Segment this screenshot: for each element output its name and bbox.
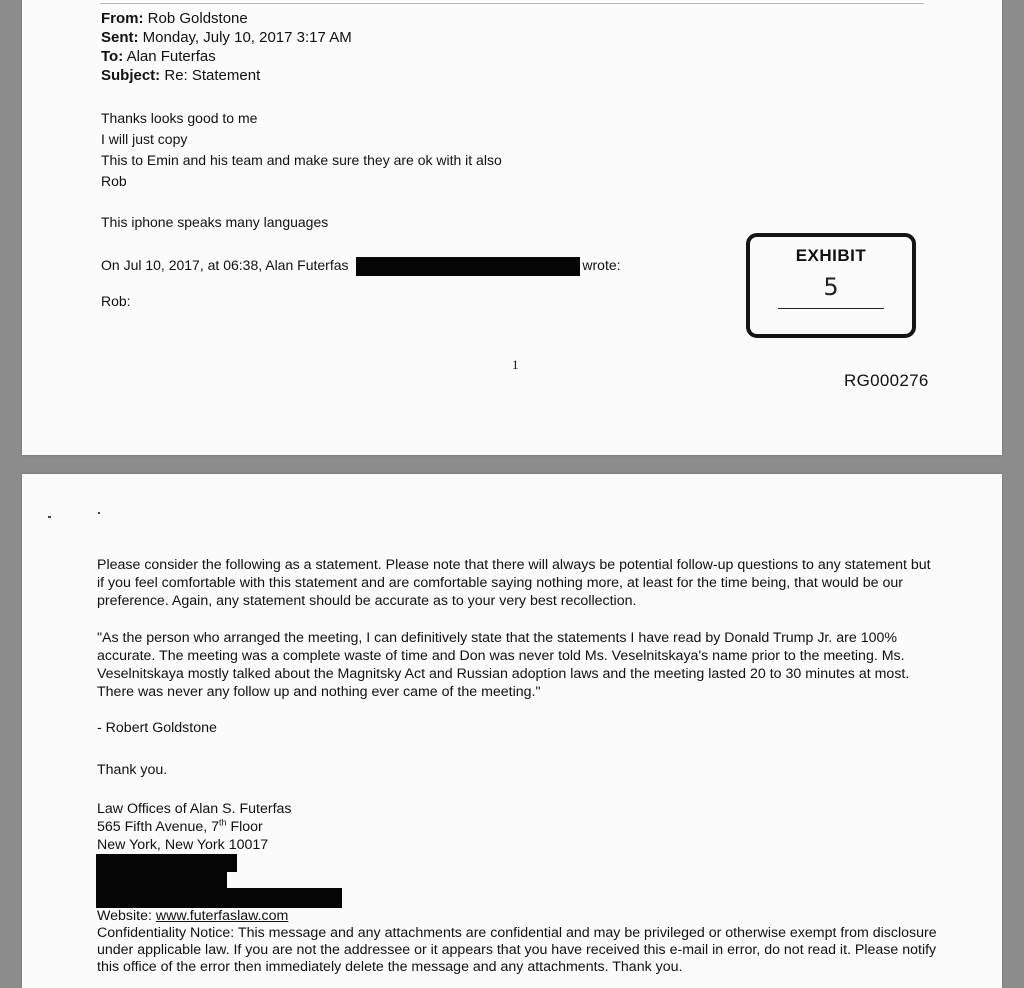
subject-row: [101, 66, 260, 85]
email-page-1: [22, 0, 1002, 455]
from-row: [101, 9, 248, 28]
street-text: 565 Fifth Avenue, 7: [97, 819, 219, 835]
email-body-line: Thanks looks good to me: [101, 110, 258, 126]
redaction-block: [356, 257, 580, 276]
attribution: - Robert Goldstone: [97, 720, 217, 736]
exhibit-label: EXHIBIT: [795, 246, 867, 265]
statement-intro: [97, 556, 937, 610]
firm-city: New York, New York 10017: [97, 837, 269, 853]
intro-paragraph: Please consider the following as a statement. Please note that there will always be potential follow-up questions to any statement but if you feel comfortable with this statement and are comfortable saying nothing more, at least for the time being, that would be our preference. Again, any statement should be accurate as to your very best recollection.: [97, 557, 931, 609]
quote-greeting: Rob:: [101, 293, 131, 309]
email-body-line: This to Emin and his team and make sure they are ok with it also: [101, 152, 502, 168]
email-body-line: Rob: [101, 173, 127, 189]
floor-text: Floor: [226, 819, 263, 835]
website-row: [97, 907, 288, 925]
from-value: Rob Goldstone: [147, 10, 248, 27]
subject-label: Subject:: [101, 67, 161, 84]
to-row: [101, 47, 216, 66]
from-label: From:: [101, 10, 144, 27]
redaction-block: [96, 888, 342, 908]
scan-speck: [98, 512, 100, 514]
iphone-signature: This iphone speaks many languages: [101, 214, 329, 230]
website-link[interactable]: www.futerfaslaw.com: [155, 908, 289, 924]
header-rule: [100, 3, 924, 4]
website-label: Website:: [97, 908, 156, 924]
exhibit-number: 5: [823, 273, 839, 301]
quote-header: [101, 255, 621, 276]
sent-value: Monday, July 10, 2017 3:17 AM: [142, 29, 352, 46]
email-body-line: I will just copy: [101, 131, 188, 147]
floor-ordinal: th: [219, 817, 227, 828]
quote-suffix: wrote:: [582, 257, 621, 273]
to-label: To:: [101, 48, 124, 65]
statement-quote: [97, 629, 943, 701]
exhibit-underline: [778, 308, 884, 309]
subject-value: Re: Statement: [164, 67, 261, 84]
exhibit-sticker: [746, 233, 916, 338]
bates-number: RG000276: [844, 371, 929, 390]
firm-name: Law Offices of Alan S. Futerfas: [97, 801, 292, 817]
page-number: 1: [512, 357, 519, 372]
closing: Thank you.: [97, 762, 168, 778]
to-value: Alan Futerfas: [126, 48, 216, 65]
firm-street: [97, 818, 263, 836]
redaction-block: [96, 870, 227, 888]
scan-speck: [48, 516, 51, 518]
confidentiality-notice: Confidentiality Notice: This message and any attachments are confidential and may be privileged or otherwise exempt from disclosure under applicable law. If you are not the addressee or it appears that you have received this e-mail in error, do not read it. Please notify this office of the error then immediately delete the message and any attachments. Thank you.: [97, 925, 937, 975]
sent-row: [101, 28, 352, 47]
quote-paragraph: "As the person who arranged the meeting, I can definitively state that the statements I have read by Donald Trump Jr. are 100% accurate. The meeting was a complete waste of time and Don was never told Ms. Veselnitskaya's name prior to the meeting. Ms. Veselnitskaya mostly talked about the Magnitsky Act and Russian adoption laws and the meeting lasted 20 to 30 minutes at most. There was never any follow up and nothing ever came of the meeting.": [97, 630, 910, 700]
sent-label: Sent:: [101, 29, 139, 46]
statement-page: [22, 474, 1002, 988]
quote-prefix: On Jul 10, 2017, at 06:38, Alan Futerfas: [101, 257, 349, 273]
